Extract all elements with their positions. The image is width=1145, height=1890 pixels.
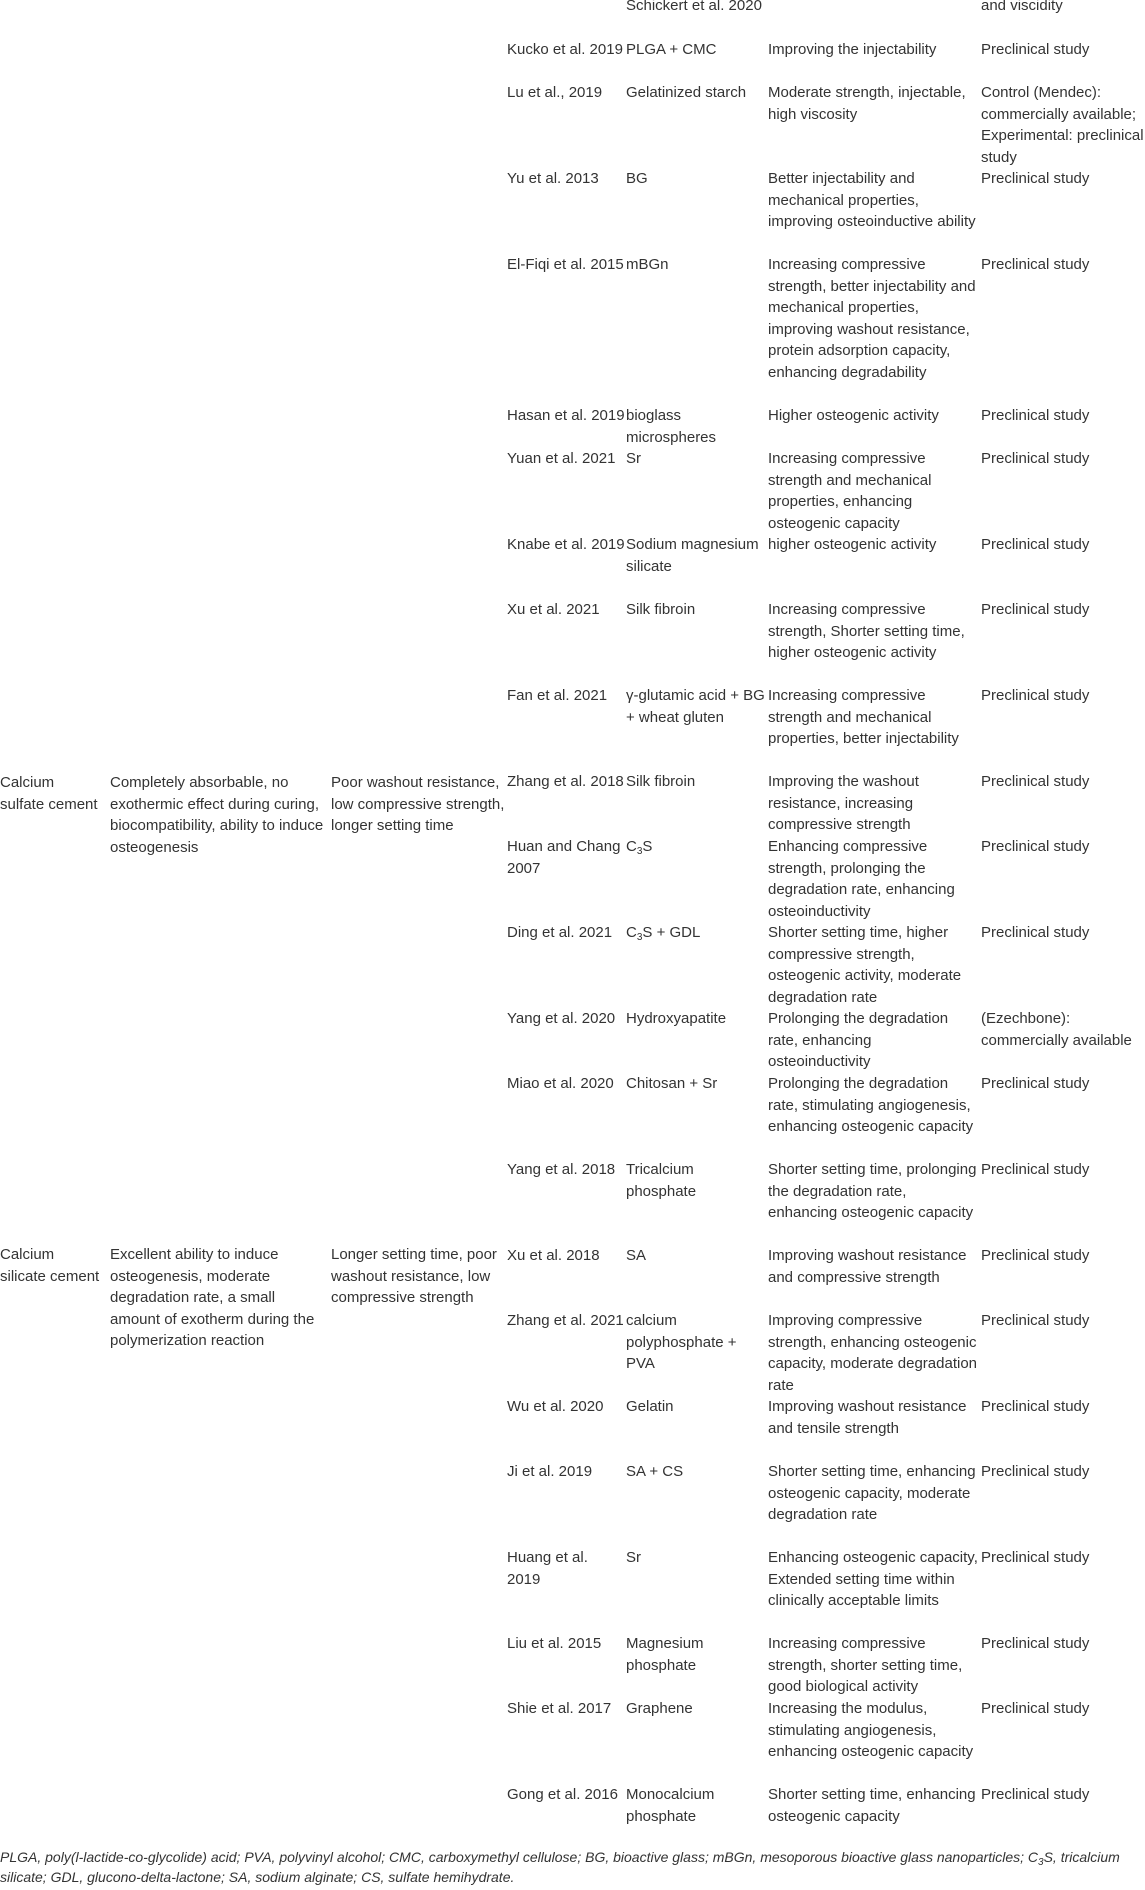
additive-cell: mBGn	[626, 256, 669, 273]
status-cell: Preclinical study	[981, 1635, 1090, 1652]
effect-cell: Moderate strength, injectable, high viscosity	[768, 84, 966, 123]
status-cell: Preclinical study	[981, 536, 1090, 553]
effect-cell: Better injectability and mechanical properties, improving osteoinductive ability	[768, 170, 976, 230]
reference-cell: Gong et al. 2016	[507, 1786, 618, 1803]
additive-cell: Chitosan + Sr	[626, 1075, 718, 1092]
effect-cell: Increasing the modulus, stimulating angiogenesis, enhancing osteogenic capacity	[768, 1700, 974, 1760]
additive-cell: Gelatin	[626, 1398, 674, 1415]
effect-cell: Increasing compressive strength and mechanical properties, enhancing osteogenic capacity	[768, 450, 932, 532]
status-cell: Preclinical study	[981, 256, 1090, 273]
effect-cell: Improving compressive strength, enhancing osteogenic capacity, moderate degradation rate	[768, 1312, 978, 1394]
status-cell: Preclinical study	[981, 1312, 1090, 1329]
status-cell: Preclinical study	[981, 1549, 1090, 1566]
effect-cell: and viscidity	[981, 0, 1063, 14]
reference-cell: Fan et al. 2021	[507, 687, 608, 704]
additive-cell: bioglass microspheres	[626, 407, 717, 446]
status-cell: (Ezechbone): commercially available	[981, 1010, 1132, 1049]
reference-cell: Ji et al. 2019	[507, 1463, 593, 1480]
material-name: Calcium silicate cement	[0, 1246, 100, 1285]
status-cell: Preclinical study	[981, 1463, 1090, 1480]
reference-cell: Ding et al. 2021	[507, 924, 613, 941]
reference-cell: Xu et al. 2018	[507, 1247, 600, 1264]
reference-cell: Wu et al. 2020	[507, 1398, 604, 1415]
effect-cell: Shorter setting time, higher compressive strength, osteogenic activity, moderate degradation rate	[768, 924, 962, 1006]
effect-cell: Improving washout resistance and tensile strength	[768, 1398, 967, 1437]
effect-cell: Shorter setting time, enhancing osteogenic capacity, moderate degradation rate	[768, 1463, 976, 1523]
additive-cell: Monocalcium phosphate	[626, 1786, 715, 1825]
additive-cell: Graphene	[626, 1700, 693, 1717]
effect-cell: Increasing compressive strength, shorter setting time, good biological activity	[768, 1635, 963, 1695]
reference-cell: Knabe et al. 2019	[507, 536, 625, 553]
effect-cell: Improving the washout resistance, increasing compressive strength	[768, 773, 919, 833]
reference-cell: Huan and Chang 2007	[507, 838, 621, 877]
additive-cell: Silk fibroin	[626, 773, 696, 790]
status-cell: Preclinical study	[981, 601, 1090, 618]
status-cell: Preclinical study	[981, 1398, 1090, 1415]
material-disadvantages: Poor washout resistance, low compressive strength, longer setting time	[331, 774, 505, 834]
reference-cell: El-Fiqi et al. 2015	[507, 256, 624, 273]
effect-cell: Prolonging the degradation rate, enhancing osteoinductivity	[768, 1010, 949, 1070]
status-cell: Preclinical study	[981, 407, 1090, 424]
status-cell: Preclinical study	[981, 1075, 1090, 1092]
effect-cell: Increasing compressive strength, Shorter setting time, higher osteogenic activity	[768, 601, 965, 661]
additive-cell: Hydroxyapatite	[626, 1010, 727, 1027]
additive-cell: Silk fibroin	[626, 601, 696, 618]
status-cell: Preclinical study	[981, 1161, 1090, 1178]
material-name: Calcium sulfate cement	[0, 774, 98, 813]
additive-cell: $C_3S$ + GDL	[626, 924, 701, 943]
reference-cell: Shie et al. 2017	[507, 1700, 612, 1717]
effect-cell: Higher osteogenic activity	[768, 407, 939, 424]
reference-cell: Yuan et al. 2021	[507, 450, 616, 467]
additive-cell: γ-glutamic acid + BG + wheat gluten	[626, 687, 765, 726]
effect-cell: Increasing compressive strength and mechanical properties, better injectability	[768, 687, 959, 747]
reference-cell: Zhang et al. 2021	[507, 1312, 624, 1329]
status-cell: Preclinical study	[981, 838, 1090, 855]
reference-cell: Zhang et al. 2018	[507, 773, 624, 790]
additive-cell: Magnesium phosphate	[626, 1635, 704, 1674]
status-cell: Preclinical study	[981, 170, 1090, 187]
reference-cell: Yang et al. 2018	[507, 1161, 616, 1178]
additive-cell: PLGA + CMC	[626, 41, 717, 58]
status-cell: Preclinical study	[981, 687, 1090, 704]
status-cell: Preclinical study	[981, 773, 1090, 790]
additive-cell: SA + CS	[626, 1463, 684, 1480]
status-cell: Preclinical study	[981, 41, 1090, 58]
material-disadvantages: Longer setting time, poor washout resistance, low compressive strength	[331, 1246, 497, 1306]
additive-cell: Tricalcium phosphate	[626, 1161, 697, 1200]
effect-cell: Shorter setting time, prolonging the degradation rate, enhancing osteogenic capacity	[768, 1161, 977, 1221]
additive-cell: calcium polyphosphate + PVA	[626, 1312, 737, 1372]
additive-cell: Sr	[626, 450, 641, 467]
material-advantages: Completely absorbable, no exothermic effect during curing, biocompatibility, ability to induce osteogenesis	[110, 774, 324, 856]
reference-cell: Yang et al. 2020	[507, 1010, 616, 1027]
reference-cell: Hasan et al. 2019	[507, 407, 625, 424]
effect-cell: Enhancing compressive strength, prolonging the degradation rate, enhancing osteoinductivity	[768, 838, 955, 920]
additive-cell: Sr	[626, 1549, 641, 1566]
additive-cell: $C_3S$	[626, 838, 653, 857]
effect-cell: Shorter setting time, enhancing osteogenic capacity	[768, 1786, 976, 1825]
additive-cell: SA	[626, 1247, 647, 1264]
reference-cell: Huang et al. 2019	[507, 1549, 588, 1588]
status-cell: Preclinical study	[981, 1786, 1090, 1803]
reference-cell: Schickert et al. 2020	[626, 0, 762, 14]
status-cell: Control (Mendec): commercially available; Experimental: preclinical study	[981, 84, 1144, 166]
effect-cell: Enhancing osteogenic capacity, Extended setting time within clinically acceptable limits	[768, 1549, 978, 1609]
additive-cell: Gelatinized starch	[626, 84, 747, 101]
material-advantages: Excellent ability to induce osteogenesis, moderate degradation rate, a small amount of exotherm during the polymerization reaction	[110, 1246, 315, 1349]
status-cell: Preclinical study	[981, 1247, 1090, 1264]
table-footnote: PLGA, poly(l-lactide-co-glycolide) acid; PVA, polyvinyl alcohol; CMC, carboxymethyl cellulose; BG, bioactive glass; mBGn, mesoporous bioactive glass nanoparticles; $C_3S$, tricalcium silicate; GDL, glucono-delta-lactone; SA, sodium alginate; CS, sulfate hemihydrate.	[0, 1849, 1120, 1885]
reference-cell: Xu et al. 2021	[507, 601, 600, 618]
status-cell: Preclinical study	[981, 924, 1090, 941]
additive-cell: Sodium magnesium silicate	[626, 536, 759, 575]
effect-cell: higher osteogenic activity	[768, 536, 937, 553]
status-cell: Preclinical study	[981, 1700, 1090, 1717]
effect-cell: Improving washout resistance and compressive strength	[768, 1247, 967, 1286]
additive-cell: BG	[626, 170, 648, 187]
reference-cell: Kucko et al. 2019	[507, 41, 623, 58]
status-cell: Preclinical study	[981, 450, 1090, 467]
reference-cell: Lu et al., 2019	[507, 84, 603, 101]
reference-cell: Miao et al. 2020	[507, 1075, 614, 1092]
reference-cell: Liu et al. 2015	[507, 1635, 602, 1652]
reference-cell: Yu et al. 2013	[507, 170, 599, 187]
effect-cell: Prolonging the degradation rate, stimulating angiogenesis, enhancing osteogenic capacity	[768, 1075, 974, 1135]
effect-cell: Improving the injectability	[768, 41, 937, 58]
effect-cell: Increasing compressive strength, better injectability and mechanical properties, improving washout resistance, protein adsorption capacity, enhancing degradability	[768, 256, 976, 381]
